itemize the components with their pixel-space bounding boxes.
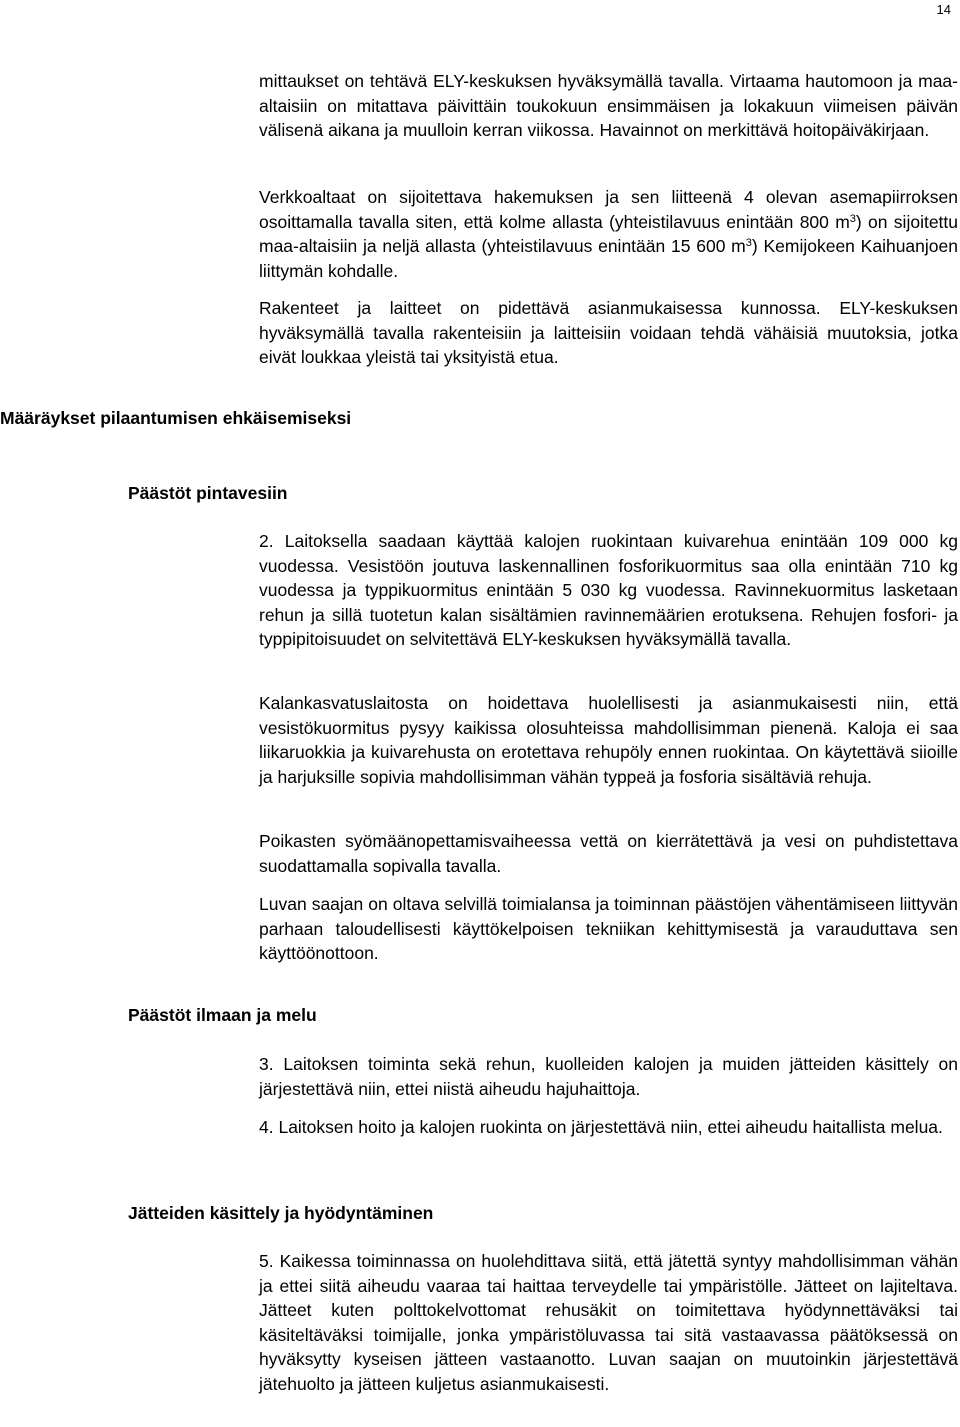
intro-paragraph-2: [259, 185, 958, 283]
superscript-3: 3: [745, 237, 752, 249]
section-heading-pollution: Määräykset pilaantumisen ehkäisemiseksi: [0, 408, 352, 428]
air-noise-paragraph-2: 4. Laitoksen hoito ja kalojen ruokinta on järjestettävä niin, ettei aiheudu haitallista melua.: [259, 1117, 943, 1137]
intro-paragraph-2-part-1: Verkkoaltaat on sijoitettava hakemuksen ja sen liitteenä 4 olevan asemapiirroksen osoittamalla tavalla siten, että kolme allasta (yhteistilavuus enintään 800 m: [259, 187, 958, 232]
surface-water-paragraph-4: Luvan saajan on oltava selvillä toimialansa ja toiminnan päästöjen vähentämiseen liittyvän parhaan taloudellisesti käyttökelpoisen tekniikan kehittymisestä ja varauduttava sen käyttöönottoon.: [259, 894, 958, 963]
intro-paragraph-3: Rakenteet ja laitteet on pidettävä asianmukaisessa kunnossa. ELY-keskuksen hyväksymällä tavalla rakenteisiin ja laitteisiin voidaan tehdä vähäisiä muutoksia, jotka eivät loukkaa yleistä tai yksityistä etua.: [259, 298, 958, 367]
page-number: 14: [936, 2, 951, 17]
subheading-air-noise: Päästöt ilmaan ja melu: [128, 1005, 317, 1025]
superscript-3: 3: [849, 212, 856, 225]
waste-paragraph-1: 5. Kaikessa toiminnassa on huolehdittava siitä, että jätettä syntyy mahdollisimman vähän ja ettei siitä aiheudu vaaraa tai haittaa terveydelle tai ympäristölle. Jätteet on lajiteltava. Jätteet kuten polttokelvottomat rehusäkit on toimitettava hyödynnettäväksi tai käsiteltäväksi toimijalle, jonka ympäristöluvassa tai sitä vastaavassa päätöksessä on hyväksytty kyseisen jätteen vastaanotto. Luvan saajan on muutoinkin järjestettävä jätehuolto ja jätteen kuljetus asianmukaisesti.: [259, 1251, 958, 1394]
intro-paragraph-2-part-3: ) Kemijokeen Kaihuanjoen liittymän kohdalle.: [259, 236, 958, 281]
intro-paragraph-2-part-2: ) on sijoitettu maa-altaisiin ja neljä allasta (yhteistilavuus enintään 15 600 m: [259, 211, 959, 256]
intro-paragraph-1: mittaukset on tehtävä ELY-keskuksen hyväksymällä tavalla. Virtaama hautomoon ja maa-altaisiin on mitattava päivittäin toukokuun ensimmäisen ja lokakuun viimeisen päivän välisenä aikana ja muulloin kerran viikossa. Havainnot on merkittävä hoitopäiväkirjaan.: [259, 71, 958, 140]
subheading-surface-water: Päästöt pintavesiin: [128, 483, 288, 503]
surface-water-paragraph-1: 2. Laitoksella saadaan käyttää kalojen ruokintaan kuivarehua enintään 109 000 kg vuodessa. Vesistöön joutuva laskennallinen fosforikuormitus saa olla enintään 710 kg vuodessa ja typpikuormitus enintään 5 030 kg vuodessa. Ravinnekuormitus lasketaan rehun ja sillä tuotetun kalan sisältämien ravinnemäärien erotuksena. Rehujen fosfori- ja typpipitoisuudet on selvitettävä ELY-keskuksen hyväksymällä tavalla.: [259, 531, 958, 649]
air-noise-paragraph-1: 3. Laitoksen toiminta sekä rehun, kuolleiden kalojen ja muiden jätteiden käsittely on järjestettävä niin, ettei niistä aiheudu hajuhaittoja.: [259, 1054, 958, 1099]
surface-water-paragraph-2: Kalankasvatuslaitosta on hoidettava huolellisesti ja asianmukaisesti niin, että vesistökuormitus pysyy kaikissa olosuhteissa mahdollisimman pienenä. Kaloja ei saa liikaruokkia ja kuivarehusta on erotettava rehupöly ennen ruokintaa. On käytettävä siioille ja harjuksille sopivia mahdollisimman vähän typpeä ja fosforia sisältäviä rehuja.: [259, 693, 958, 787]
subheading-waste: Jätteiden käsittely ja hyödyntäminen: [128, 1203, 434, 1223]
surface-water-paragraph-3: Poikasten syömäänopettamisvaiheessa vettä on kierrätettävä ja vesi on puhdistettava suodattamalla sopivalla tavalla.: [259, 831, 958, 876]
